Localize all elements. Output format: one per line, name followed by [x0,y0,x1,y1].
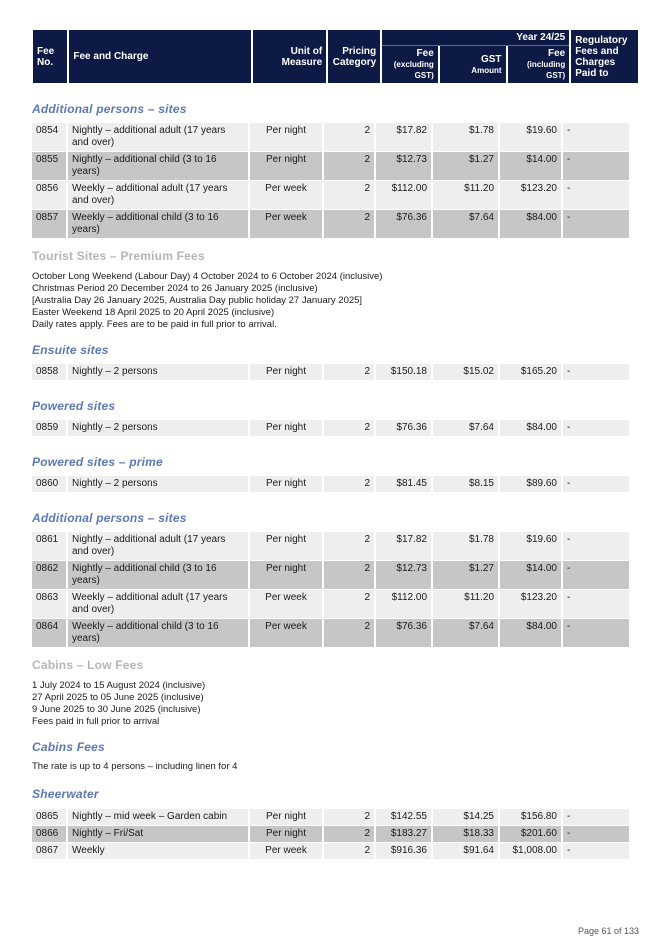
fee-description: Nightly – mid week – Garden cabin [68,809,248,825]
fee-description: Weekly [68,843,248,859]
fee-incl-gst: $165.20 [500,364,561,380]
fee-number: 0867 [32,843,66,859]
col-gst-label: GST [480,53,502,65]
col-unit-of-measure: Unit of Measure [253,30,326,83]
fee-incl-gst: $14.00 [500,561,561,589]
table-row [32,476,639,492]
fee-excl-gst: $17.82 [376,123,431,151]
fee-excl-gst: $81.45 [376,476,431,492]
gst-amount: $7.64 [433,420,498,436]
unit-of-measure: Per night [250,420,322,436]
tourist-note: Christmas Period 20 December 2024 to 26 January 2025 (inclusive) [32,283,318,294]
unit-of-measure: Per week [250,181,322,209]
fee-number: 0854 [32,123,66,151]
col-fee-incl-gst [508,46,570,83]
fee-incl-gst: $201.60 [500,826,561,842]
fee-number: 0864 [32,619,66,647]
gst-amount: $7.64 [433,210,498,238]
col-gst-amount [440,46,506,83]
tourist-note: [Australia Day 26 January 2025, Australia Day public holiday 27 January 2025] [32,295,363,306]
section-title-additional-persons: Additional persons – sites [32,102,187,116]
tourist-note: Easter Weekend 18 April 2025 to 20 April 2025 (inclusive) [32,307,275,318]
fee-incl-gst: $84.00 [500,619,561,647]
unit-of-measure: Per night [250,152,322,180]
col-fee-excl-label: Fee [416,48,434,59]
regulatory-paid-to: - [563,152,629,180]
unit-of-measure: Per night [250,809,322,825]
section-title-tourist-premium: Tourist Sites – Premium Fees [32,249,205,263]
col-pricing-category: Pricing Category [328,30,380,83]
rows-additional-persons-2 [32,532,639,647]
table-row [32,123,639,151]
unit-of-measure: Per week [250,590,322,618]
regulatory-paid-to: - [563,590,629,618]
table-row [32,590,639,618]
fee-number: 0865 [32,809,66,825]
fee-incl-gst: $1,008.00 [500,843,561,859]
fee-description: Nightly – additional adult (17 years and over) [68,123,248,151]
fee-description: Nightly – additional child (3 to 16 years) [68,152,248,180]
gst-amount: $7.64 [433,619,498,647]
regulatory-paid-to: - [563,476,629,492]
fee-description: Weekly – additional adult (17 years and over) [68,181,248,209]
regulatory-paid-to: - [563,826,629,842]
fee-excl-gst: $142.55 [376,809,431,825]
table-row [32,532,639,560]
pricing-category: 2 [324,561,374,589]
pricing-category: 2 [324,123,374,151]
gst-amount: $91.64 [433,843,498,859]
section-title-additional-persons: Additional persons – sites [32,511,187,525]
fee-number: 0863 [32,590,66,618]
regulatory-paid-to: - [563,181,629,209]
fee-number: 0858 [32,364,66,380]
col-fee-incl-label: Fee [547,48,566,59]
fee-incl-gst: $19.60 [500,123,561,151]
rows-powered [32,420,639,436]
table-row [32,152,639,180]
section-title-ensuite: Ensuite sites [32,343,109,357]
pricing-category: 2 [324,826,374,842]
section-title-sheerwater: Sheerwater [32,787,99,801]
fee-schedule-page [32,30,639,860]
cabins-low-note: Fees paid in full prior to arrival [32,716,160,727]
fee-description: Nightly – Fri/Sat [68,826,248,842]
pricing-category: 2 [324,210,374,238]
regulatory-paid-to: - [563,843,629,859]
col-fee-no: Fee No. [33,30,67,83]
unit-of-measure: Per night [250,826,322,842]
fee-number: 0860 [32,476,66,492]
pricing-category: 2 [324,843,374,859]
unit-of-measure: Per week [250,619,322,647]
section-title-cabins-low: Cabins – Low Fees [32,658,144,672]
gst-amount: $1.78 [433,532,498,560]
gst-amount: $1.27 [433,152,498,180]
fee-table-header [31,30,640,83]
tourist-note: October Long Weekend (Labour Day) 4 October 2024 to 6 October 2024 (inclusive) [32,271,383,282]
fee-description: Weekly – additional child (3 to 16 years) [68,210,248,238]
rows-powered-prime [32,476,639,492]
gst-amount: $14.25 [433,809,498,825]
regulatory-paid-to: - [563,561,629,589]
col-fee-excl-gst [382,46,438,83]
col-fee-incl-sub: (including GST) [526,60,566,80]
table-row [32,619,639,647]
regulatory-paid-to: - [563,123,629,151]
fee-description: Nightly – 2 persons [68,476,248,492]
fee-incl-gst: $89.60 [500,476,561,492]
fee-number: 0857 [32,210,66,238]
fee-incl-gst: $84.00 [500,420,561,436]
unit-of-measure: Per night [250,123,322,151]
pricing-category: 2 [324,590,374,618]
gst-amount: $8.15 [433,476,498,492]
regulatory-paid-to: - [563,532,629,560]
pricing-category: 2 [324,181,374,209]
col-fee-excl-sub: (excluding GST) [393,60,434,80]
pricing-category: 2 [324,152,374,180]
fee-number: 0861 [32,532,66,560]
pricing-category: 2 [324,532,374,560]
regulatory-paid-to: - [563,210,629,238]
table-row [32,826,639,842]
tourist-note: Daily rates apply. Fees are to be paid in full prior to arrival. [32,319,277,330]
col-regulatory: Regulatory Fees and Charges Paid to [571,30,638,83]
table-row [32,181,639,209]
unit-of-measure: Per night [250,532,322,560]
table-row [32,364,639,380]
fee-incl-gst: $156.80 [500,809,561,825]
table-row [32,843,639,859]
col-gst-sub: Amount [471,65,502,75]
rows-additional-persons-1 [32,123,639,238]
unit-of-measure: Per week [250,843,322,859]
cabins-low-note: 1 July 2024 to 15 August 2024 (inclusive) [32,680,206,691]
gst-amount: $1.78 [433,123,498,151]
pricing-category: 2 [324,619,374,647]
fee-description: Nightly – additional child (3 to 16 years) [68,561,248,589]
gst-amount: $11.20 [433,590,498,618]
fee-number: 0855 [32,152,66,180]
fee-excl-gst: $183.27 [376,826,431,842]
page-number: Page 61 of 133 [577,926,639,936]
regulatory-paid-to: - [563,809,629,825]
fee-incl-gst: $14.00 [500,152,561,180]
rows-ensuite [32,364,639,380]
fee-description: Nightly – 2 persons [68,420,248,436]
unit-of-measure: Per week [250,210,322,238]
gst-amount: $1.27 [433,561,498,589]
fee-excl-gst: $17.82 [376,532,431,560]
fee-description: Nightly – 2 persons [68,364,248,380]
col-fee-and-charge: Fee and Charge [69,30,251,83]
regulatory-paid-to: - [563,619,629,647]
fee-incl-gst: $84.00 [500,210,561,238]
unit-of-measure: Per night [250,561,322,589]
fee-incl-gst: $123.20 [500,590,561,618]
section-title-powered-prime: Powered sites – prime [32,455,163,469]
fee-incl-gst: $123.20 [500,181,561,209]
table-row [32,420,639,436]
rows-sheerwater [32,809,639,859]
unit-of-measure: Per night [250,364,322,380]
regulatory-paid-to: - [563,364,629,380]
fee-excl-gst: $150.18 [376,364,431,380]
table-row [32,809,639,825]
fee-excl-gst: $12.73 [376,561,431,589]
pricing-category: 2 [324,364,374,380]
unit-of-measure: Per night [250,476,322,492]
cabins-low-note: 9 June 2025 to 30 June 2025 (inclusive) [32,704,201,715]
fee-excl-gst: $112.00 [376,590,431,618]
regulatory-paid-to: - [563,420,629,436]
cabins-low-note: 27 April 2025 to 05 June 2025 (inclusive) [32,692,204,703]
section-title-powered: Powered sites [32,399,116,413]
fee-description: Weekly – additional adult (17 years and over) [68,590,248,618]
gst-amount: $11.20 [433,181,498,209]
table-row [32,561,639,589]
pricing-category: 2 [324,476,374,492]
fee-description: Nightly – additional adult (17 years and over) [68,532,248,560]
cabins-fees-note: The rate is up to 4 persons – including linen for 4 [32,761,238,772]
table-row [32,210,639,238]
fee-number: 0856 [32,181,66,209]
fee-excl-gst: $916.36 [376,843,431,859]
col-year-group: Year 24/25 [382,30,569,46]
pricing-category: 2 [324,809,374,825]
section-title-cabins-fees: Cabins Fees [32,740,105,754]
fee-excl-gst: $76.36 [376,420,431,436]
fee-number: 0859 [32,420,66,436]
fee-excl-gst: $76.36 [376,210,431,238]
fee-excl-gst: $76.36 [376,619,431,647]
fee-excl-gst: $12.73 [376,152,431,180]
fee-number: 0862 [32,561,66,589]
pricing-category: 2 [324,420,374,436]
gst-amount: $18.33 [433,826,498,842]
fee-description: Weekly – additional child (3 to 16 years) [68,619,248,647]
fee-number: 0866 [32,826,66,842]
gst-amount: $15.02 [433,364,498,380]
fee-incl-gst: $19.60 [500,532,561,560]
fee-excl-gst: $112.00 [376,181,431,209]
